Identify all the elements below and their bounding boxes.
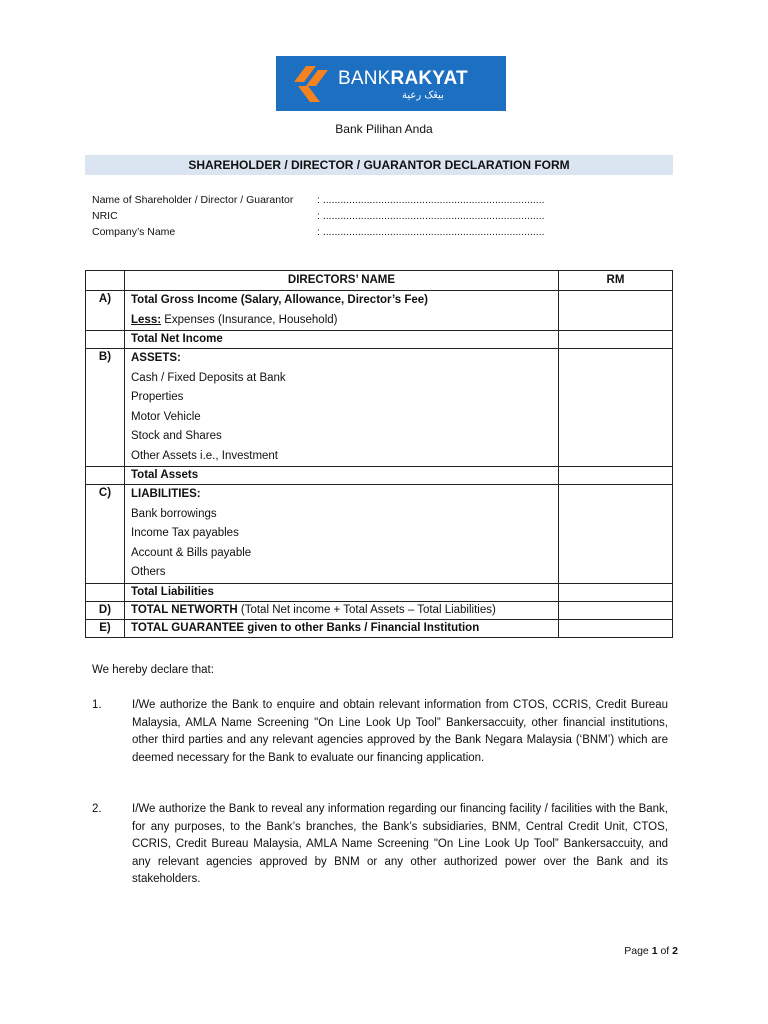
field-dotted-line: : ............................................................................ xyxy=(317,226,545,238)
amount-cell[interactable] xyxy=(559,583,673,601)
liability-item: Income Tax payables xyxy=(131,527,239,539)
total-net-income-label: Total Net Income xyxy=(131,333,223,345)
amount-cell[interactable] xyxy=(559,619,673,637)
total-liabilities-row xyxy=(86,583,673,601)
declaration-intro: We hereby declare that: xyxy=(92,664,214,676)
asset-item: Properties xyxy=(131,391,184,403)
section-marker: A) xyxy=(86,291,125,331)
tagline: Bank Pilihan Anda xyxy=(335,122,433,136)
less-expenses-label: Less: Expenses (Insurance, Household) xyxy=(131,313,338,326)
amount-cell[interactable] xyxy=(559,349,673,467)
company-name-field[interactable] xyxy=(92,224,562,240)
amount-cell[interactable] xyxy=(559,291,673,331)
section-a-row xyxy=(86,291,673,331)
asset-item: Other Assets i.e., Investment xyxy=(131,449,279,462)
amount-cell[interactable] xyxy=(559,331,673,349)
applicant-fields xyxy=(92,192,562,240)
amount-cell[interactable] xyxy=(559,601,673,619)
liability-item: Others xyxy=(131,566,166,578)
section-e-row xyxy=(86,619,673,637)
liability-item: Account & Bills payable xyxy=(131,546,252,559)
amount-cell[interactable] xyxy=(559,467,673,485)
clause-text: I/We authorize the Bank to enquire and obtain relevant information from CTOS, CCRIS, Credit Bureau Malaysia, AMLA Name Screening "On Line Look Up Tool” Bankersaccuity, other financial institutions, other third parties and any relevant agencies approved by the Bank Negara Malaysia (‘BNM’) which are deemed necessary for the Bank to evaluate our financing application. xyxy=(132,699,668,764)
financial-table xyxy=(85,270,673,638)
field-label: Company’s Name xyxy=(92,226,176,238)
field-dotted-line: : ............................................................................ xyxy=(317,194,545,206)
nric-field[interactable] xyxy=(92,208,562,224)
total-networth-label: TOTAL NETWORTH (Total Net income + Total Assets – Total Liabilities) xyxy=(131,603,496,616)
liability-item: Bank borrowings xyxy=(131,507,217,520)
bank-rakyat-emblem-icon xyxy=(294,66,332,102)
section-marker: D) xyxy=(86,601,125,619)
page-indicator: Page 1 of 2 xyxy=(624,945,678,957)
section-marker: E) xyxy=(86,619,125,637)
asset-item: Motor Vehicle xyxy=(131,410,201,423)
asset-item: Stock and Shares xyxy=(131,430,222,442)
header-rm: RM xyxy=(559,271,673,291)
total-net-income-row xyxy=(86,331,673,349)
table-header-row xyxy=(86,271,673,291)
logo-wordmark: BANKRAKYAT xyxy=(338,68,468,89)
section-c-row xyxy=(86,485,673,584)
form-title: SHAREHOLDER / DIRECTOR / GUARANTOR DECLARATION FORM xyxy=(85,155,673,175)
header-directors-name: DIRECTORS’ NAME xyxy=(125,271,559,291)
clause-text: I/We authorize the Bank to reveal any information regarding our financing facility / facilities with the Bank, for any purposes, to the Bank’s branches, the Bank’s subsidiaries, BNM, Central Credit Unit, CTOS, CCRIS, Credit Bureau Malaysia, AMLA Name Screening "On Line Look Up Tool” Bankersaccuity, and any relevant agencies approved by BNM or any other authorized power over the Bank and its stakeholders. xyxy=(132,803,668,885)
section-d-row xyxy=(86,601,673,619)
liabilities-heading: LIABILITIES: xyxy=(131,488,201,500)
total-liabilities-label: Total Liabilities xyxy=(131,585,214,598)
logo-jawi-script: بيڠک رعية xyxy=(402,90,444,101)
clause-number: 1. xyxy=(92,699,102,711)
asset-item: Cash / Fixed Deposits at Bank xyxy=(131,371,286,384)
section-marker: B) xyxy=(86,349,125,467)
field-label: NRIC xyxy=(92,210,118,222)
assets-heading: ASSETS: xyxy=(131,352,181,364)
gross-income-label: Total Gross Income (Salary, Allowance, Director’s Fee) xyxy=(131,294,428,306)
header-marker-cell xyxy=(86,271,125,291)
total-assets-label: Total Assets xyxy=(131,469,199,481)
field-label: Name of Shareholder / Director / Guarantor xyxy=(92,194,294,206)
clause-number: 2. xyxy=(92,803,102,815)
total-guarantee-label: TOTAL GUARANTEE given to other Banks / Financial Institution xyxy=(131,621,480,634)
name-field[interactable] xyxy=(92,192,562,208)
section-marker: C) xyxy=(86,485,125,584)
total-assets-row xyxy=(86,467,673,485)
section-b-row xyxy=(86,349,673,467)
amount-cell[interactable] xyxy=(559,485,673,584)
field-dotted-line: : ............................................................................ xyxy=(317,210,545,222)
bank-logo xyxy=(276,56,506,111)
